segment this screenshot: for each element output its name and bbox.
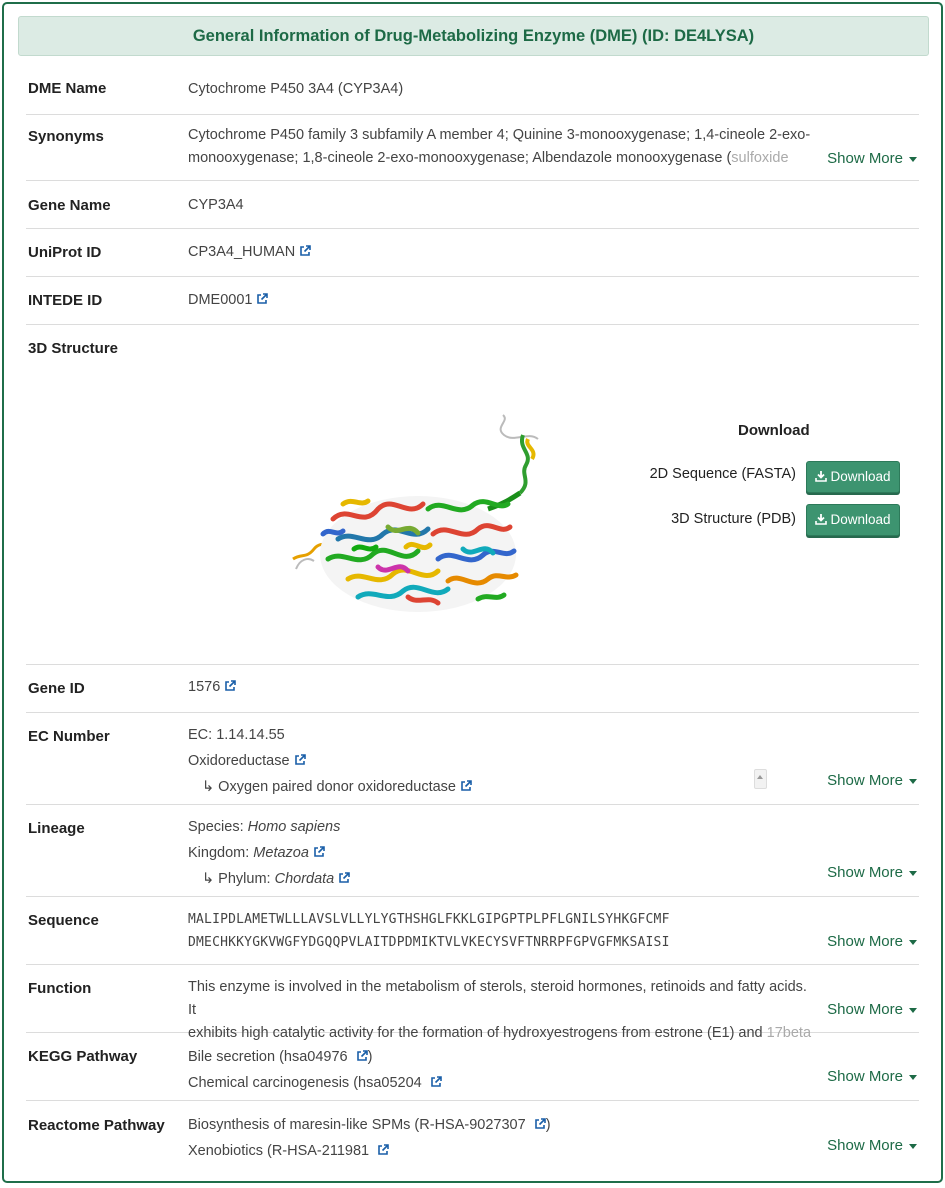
function-line-2: exhibits high catalytic activity for the formation of hydroxyestrogens from estrone (E1) and 17beta (188, 1025, 812, 1041)
row-dme-name (26, 66, 919, 115)
function-value (188, 976, 818, 1041)
gene-name-value: CYP3A4 (188, 197, 244, 213)
external-link-icon (338, 872, 350, 884)
external-link-icon (377, 1144, 389, 1156)
row-ec-number (26, 712, 919, 805)
external-link-icon (430, 1076, 442, 1088)
gene-name-label: Gene Name (28, 197, 111, 214)
external-link-icon (224, 680, 236, 692)
row-gene-id (26, 664, 919, 713)
row-reactome (26, 1100, 919, 1168)
external-link-icon (313, 846, 325, 858)
external-link-icon (534, 1118, 546, 1130)
sequence-line-2: DMECHKKYGKVWGFYDGQQPVLAITDPDMIKTVLVKECYSVFTNRRPFGPVGFMKSAISI (188, 935, 670, 950)
reactome-label: Reactome Pathway (28, 1117, 165, 1134)
download-title: Download (738, 422, 810, 439)
dme-info-panel (2, 2, 943, 1183)
synonyms-line-2-text: monooxygenase; 1,8-cineole 2-exo-monooxygenase; Albendazole monooxygenase ( (188, 150, 732, 166)
ec-code: EC: 1.14.14.55 (188, 727, 285, 743)
caret-down-icon (909, 1075, 917, 1080)
reactome-item-1-link[interactable]: Biosynthesis of maresin-like SPMs (R-HSA-9027307 ) (188, 1117, 551, 1133)
lineage-show-more-button[interactable]: Show More (827, 864, 917, 881)
caret-down-icon (909, 1144, 917, 1149)
lineage-phylum-link[interactable]: ↳ Phylum: Chordata (188, 868, 748, 891)
ec-label: EC Number (28, 728, 110, 745)
lineage-kingdom-link[interactable]: Kingdom: Metazoa (188, 842, 748, 865)
row-uniprot (26, 228, 919, 277)
sequence-show-more-button[interactable]: Show More (827, 933, 917, 950)
intede-label: INTEDE ID (28, 292, 103, 309)
function-label: Function (28, 980, 92, 997)
synonyms-show-more-button[interactable]: Show More (827, 150, 917, 167)
ec-show-more-button[interactable]: Show More (827, 772, 917, 789)
external-link-icon (256, 293, 268, 305)
external-link-icon (299, 245, 311, 257)
row-intede (26, 276, 919, 325)
uniprot-label: UniProt ID (28, 244, 102, 261)
reactome-item-2-link[interactable]: Xenobiotics (R-HSA-211981 (188, 1140, 748, 1163)
synonyms-line-1: Cytochrome P450 family 3 subfamily A member 4; Quinine 3-monooxygenase; 1,4-cineole 2-exo- (188, 127, 811, 143)
caret-down-icon (909, 871, 917, 876)
row-kegg (26, 1032, 919, 1101)
external-link-icon (460, 780, 472, 792)
lineage-species: Species: Homo sapiens (188, 819, 341, 835)
kegg-show-more-button[interactable]: Show More (827, 1068, 917, 1085)
pdb-label: 3D Structure (PDB) (671, 511, 796, 527)
lineage-value-list (188, 816, 748, 887)
row-synonyms (26, 114, 919, 181)
external-link-icon (294, 754, 306, 766)
reactome-value-list (188, 1114, 748, 1159)
caret-down-icon (909, 157, 917, 162)
kegg-value-list (188, 1046, 748, 1091)
caret-down-icon (909, 1008, 917, 1013)
download-pdb-button[interactable]: Download (806, 504, 900, 536)
row-gene-name (26, 180, 919, 229)
caret-down-icon (909, 779, 917, 784)
function-show-more-button[interactable]: Show More (827, 1001, 917, 1018)
kegg-item-1-link[interactable]: Bile secretion (hsa04976 ) (188, 1049, 373, 1065)
gene-id-link[interactable]: 1576 (188, 676, 236, 699)
download-fasta-button[interactable]: Download (806, 461, 900, 493)
dme-name-label: DME Name (28, 80, 107, 97)
lineage-label: Lineage (28, 820, 85, 837)
ec-value-list (188, 724, 748, 795)
gene-id-label: Gene ID (28, 680, 85, 697)
caret-down-icon (909, 940, 917, 945)
synonyms-value (188, 124, 818, 170)
download-icon (815, 513, 827, 525)
dme-name-value: Cytochrome P450 3A4 (CYP3A4) (188, 81, 404, 97)
ec-scrollbar[interactable] (754, 769, 767, 789)
panel-title: General Information of Drug-Metabolizing Enzyme (DME) (ID: DE4LYSA) (18, 16, 929, 56)
row-sequence (26, 896, 919, 965)
sequence-line-1: MALIPDLAMETWLLLAVSLVLLYLYGTHSHGLFKKLGIPGPTPLPFLGNILSYHKGFCMF (188, 912, 670, 927)
protein-structure-image[interactable] (288, 409, 563, 619)
fasta-label: 2D Sequence (FASTA) (649, 466, 796, 482)
ec-subclass-link[interactable]: ↳ Oxygen paired donor oxidoreductase (188, 776, 748, 799)
synonyms-fade: sulfoxide (731, 150, 789, 166)
uniprot-link[interactable]: CP3A4_HUMAN (188, 241, 311, 264)
structure-label: 3D Structure (28, 340, 119, 357)
row-3d-structure (26, 324, 919, 665)
intede-link[interactable]: DME0001 (188, 289, 268, 312)
reactome-show-more-button[interactable]: Show More (827, 1137, 917, 1154)
ec-class-link[interactable]: Oxidoreductase (188, 750, 748, 773)
row-lineage (26, 804, 919, 897)
kegg-label: KEGG Pathway (28, 1048, 138, 1065)
sequence-label: Sequence (28, 912, 99, 929)
kegg-item-2-link[interactable]: Chemical carcinogenesis (hsa05204 (188, 1072, 748, 1095)
sequence-value (188, 908, 670, 954)
synonyms-line-2 (188, 147, 818, 170)
download-icon (815, 470, 827, 482)
function-line-1: This enzyme is involved in the metabolism of sterols, steroid hormones, retinoids and fatty acids. It (188, 979, 807, 1018)
external-link-icon (356, 1050, 368, 1062)
row-function (26, 964, 919, 1041)
synonyms-label: Synonyms (28, 128, 104, 145)
